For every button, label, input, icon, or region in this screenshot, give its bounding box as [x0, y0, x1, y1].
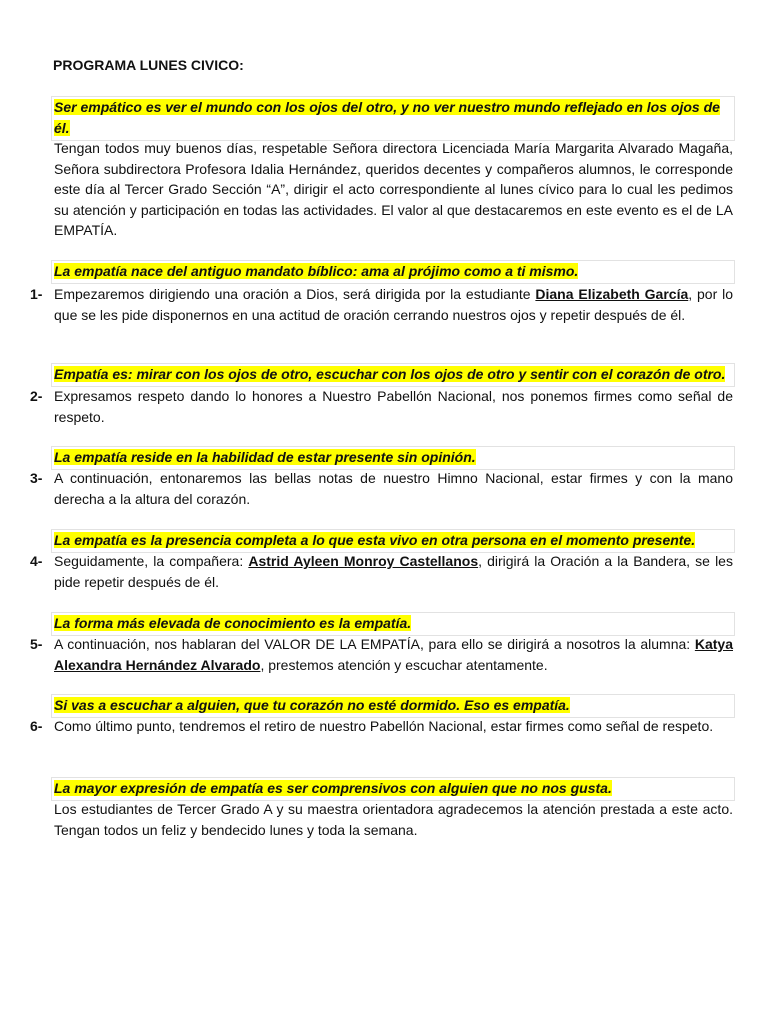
item-4-paragraph — [54, 551, 733, 592]
item-2-number: 2- — [30, 388, 43, 404]
item-1-quote-box — [51, 260, 735, 284]
item-3-quote-box — [51, 446, 735, 470]
item-3-quote: La empatía reside en la habilidad de estar presente sin opinión. — [54, 449, 476, 465]
intro-quote-box — [51, 96, 735, 141]
item-5-text-after: , prestemos atención y escuchar atentamente. — [260, 656, 548, 673]
item-4-student-name: Astrid Ayleen Monroy Castellanos — [248, 553, 479, 569]
item-1-student-name: Diana Elizabeth García — [535, 286, 689, 302]
intro-quote: Ser empático es ver el mundo con los ojos del otro, y no ver nuestro mundo reflejado en los ojos de él. — [54, 99, 720, 136]
item-3-paragraph: A continuación, entonaremos las bellas notas de nuestro Himno Nacional, estar firmes y con la mano derecha a la altura del corazón. — [54, 470, 733, 507]
closing-quote-box — [51, 777, 735, 801]
item-6-number: 6- — [30, 718, 43, 734]
item-1-quote: La empatía nace del antiguo mandato bíblico: ama al prójimo como a ti mismo. — [54, 263, 579, 279]
item-6-quote-box — [51, 694, 735, 718]
item-2-quote-box — [51, 363, 735, 387]
page-title: PROGRAMA LUNES CIVICO: — [53, 57, 244, 73]
closing-quote: La mayor expresión de empatía es ser comprensivos con alguien que no nos gusta. — [54, 780, 612, 796]
item-4-number: 4- — [30, 553, 43, 569]
item-5-student-name: Katya Alexandra Hernández Alvarado — [54, 636, 733, 673]
item-4-quote: La empatía es la presencia completa a lo que esta vivo en otra persona en el momento presente. — [54, 532, 696, 548]
item-4-text-after: , dirigirá la Oración a la Bandera, se les pide repetir después de él. — [54, 553, 733, 590]
item-3-number: 3- — [30, 470, 43, 486]
item-2-paragraph: Expresamos respeto dando lo honores a Nuestro Pabellón Nacional, nos ponemos firmes como señal de respeto. — [54, 388, 733, 425]
item-5-quote: La forma más elevada de conocimiento es la empatía. — [54, 615, 412, 631]
item-5-paragraph — [54, 634, 733, 675]
item-1-number: 1- — [30, 286, 43, 302]
item-4-text: Seguidamente, la compañera: — [54, 553, 249, 569]
item-4-quote-box — [51, 529, 735, 553]
item-6-quote: Si vas a escuchar a alguien, que tu corazón no esté dormido. Eso es empatía. — [54, 697, 570, 713]
item-5-quote-box — [51, 612, 735, 636]
intro-paragraph: Tengan todos muy buenos días, respetable Señora directora Licenciada María Margarita Alvarado Magaña, Señora subdirectora Profesora Idalia Hernández, queridos decentes y compañeros alumnos, le corresponde este día al Tercer Grado Sección “A”, dirigir el acto correspondiente al lunes cívico para lo cual les pedimos su atención y participación en todas las actividades. El valor al que destacaremos en este evento es el de LA EMPATÍA. — [54, 140, 733, 238]
item-1-paragraph — [54, 284, 733, 325]
item-5-text: A continuación, nos hablaran del VALOR DE LA EMPATÍA, para ello se dirigirá a nosotros la alumna: — [54, 636, 695, 652]
item-6-paragraph: Como último punto, tendremos el retiro de nuestro Pabellón Nacional, estar firmes como señal de respeto. — [54, 718, 714, 734]
item-1-text: Empezaremos dirigiendo una oración a Dios, será dirigida por la estudiante — [54, 286, 536, 302]
item-1-text-after: , por lo que se les pide disponernos en una actitud de oración cerrando nuestros ojos y repetir después de él. — [54, 286, 733, 323]
item-2-quote: Empatía es: mirar con los ojos de otro, escuchar con los ojos de otro y sentir con el corazón de otro. — [54, 366, 726, 382]
closing-paragraph: Los estudiantes de Tercer Grado A y su maestra orientadora agradecemos la atención prestada a este acto. Tengan todos un feliz y bendecido lunes y toda la semana. — [54, 801, 733, 838]
item-5-number: 5- — [30, 636, 43, 652]
